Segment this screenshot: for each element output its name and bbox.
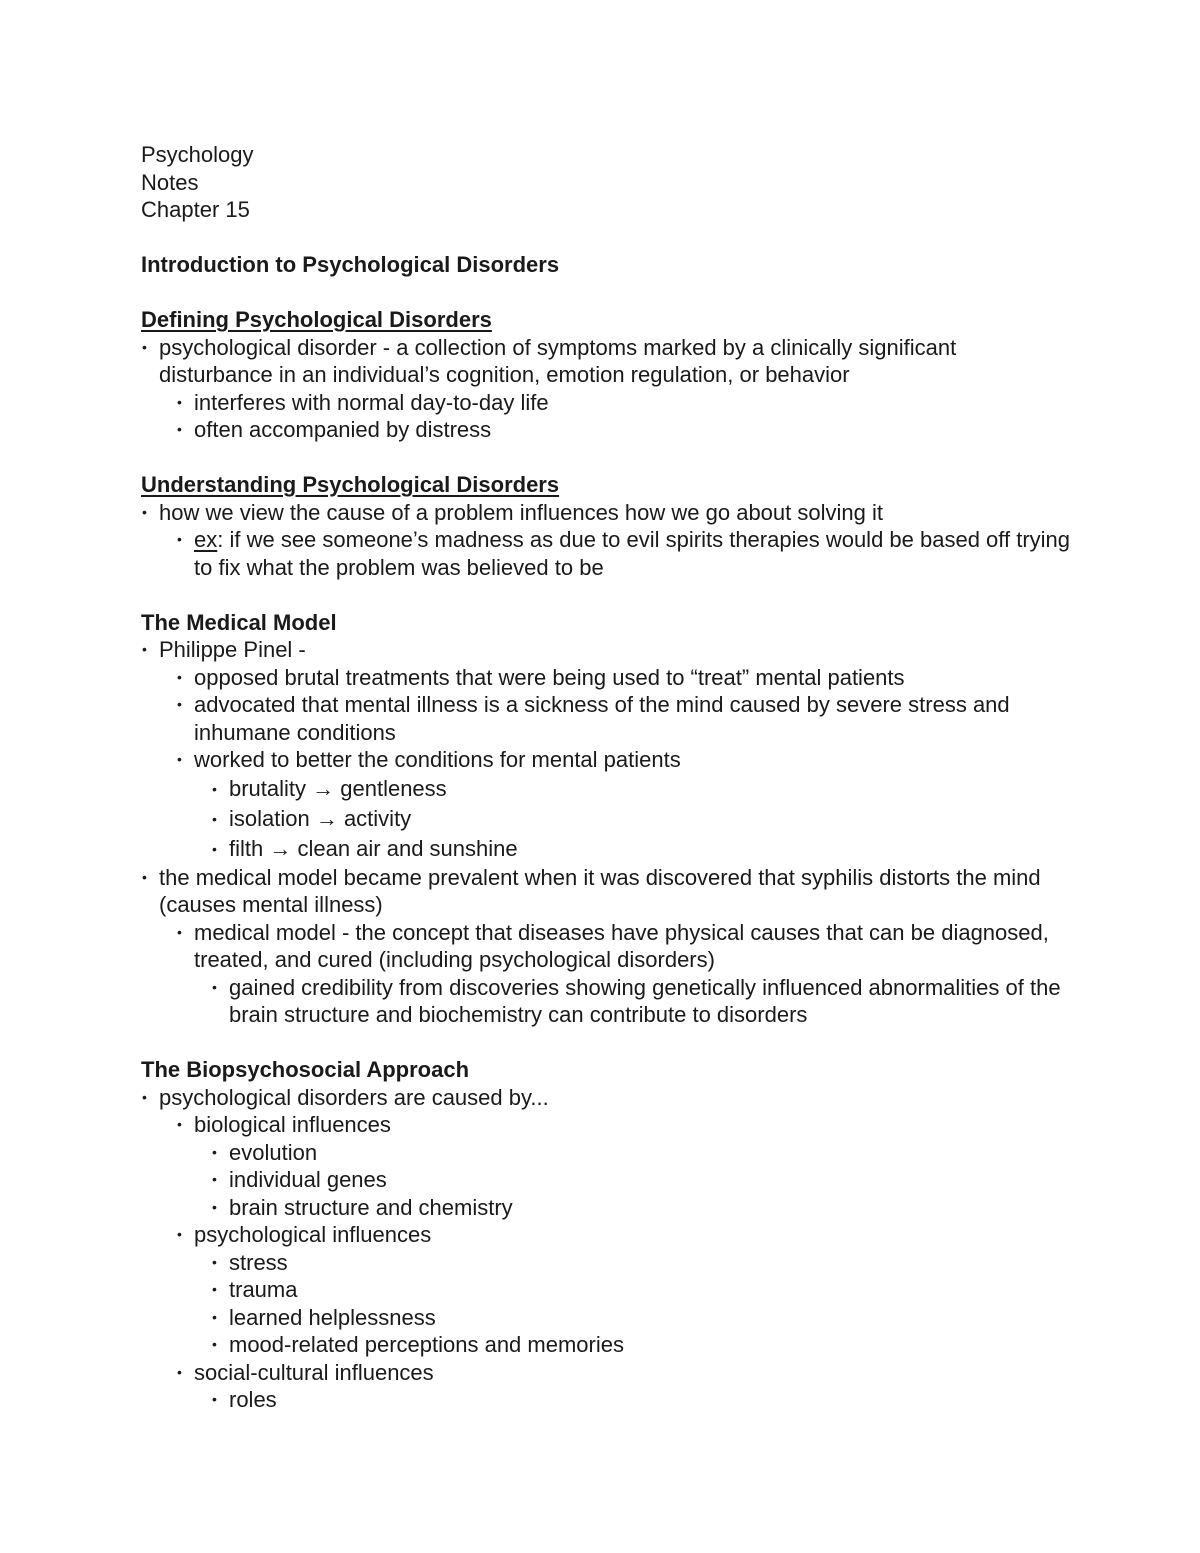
bullet-icon: • [212,1281,217,1297]
list-item: • psychological influences [177,1222,432,1247]
list-item: • mood-related perceptions and memories [212,1332,624,1357]
list-item: • often accompanied by distress [177,417,492,442]
list-item: • brutality → gentleness [141,774,1071,804]
bullet-icon: • [212,1171,217,1187]
bullet-icon: • [177,421,182,437]
bullet-icon: • [212,1308,217,1325]
bullet-icon: • [212,978,217,995]
bullet-icon: • [212,1391,217,1407]
list-item: • ex: if we see someone’s madness as due to evil spirits therapies would be based off trying to fix what the problem was believed to be [177,527,1071,580]
bullet-icon: • [142,503,147,520]
example-label: ex [194,527,218,552]
list-item: • advocated that mental illness is a sickness of the mind caused by severe stress and inhumane conditions [177,692,1010,745]
bullet-icon: • [212,810,217,827]
bullet-icon: • [212,1253,217,1270]
bullet-icon: • [177,668,182,685]
bullet-icon: • [177,1116,182,1132]
list-item: • interferes with normal day-to-day life [177,389,549,415]
document-page [141,141,1071,1414]
section-heading-understanding: Understanding Psychological Disorders [141,472,560,497]
section-heading-medical-model: The Medical Model [141,609,337,635]
bullet-icon: • [142,868,147,885]
bullet-icon: • [142,1088,147,1105]
list-item: • stress [212,1249,288,1275]
bullet-icon: • [177,1226,182,1242]
list-item: • biological influences [177,1112,391,1137]
section-heading-defining: Defining Psychological Disorders [141,307,492,332]
list-item: • learned helplessness [212,1304,436,1330]
list-item: • isolation → activity [141,804,1071,834]
chapter-line: Chapter 15 [141,197,250,222]
list-item: • social-cultural influences [177,1359,434,1385]
list-item: • roles [212,1387,277,1412]
list-item: • evolution [212,1139,318,1165]
section-heading-biopsychosocial: The Biopsychosocial Approach [141,1057,470,1082]
list-item: • filth → clean air and sunshine [141,834,1071,864]
bullet-icon: • [177,393,182,410]
bullet-icon: • [212,1336,217,1352]
list-item: • opposed brutal treatments that were being used to “treat” mental patients [177,664,905,690]
main-title: Introduction to Psychological Disorders [141,252,560,277]
bullet-icon: • [177,1363,182,1380]
bullet-icon: • [177,923,182,940]
bullet-icon: • [177,696,182,712]
list-item: • the medical model became prevalent when it was discovered that syphilis distorts the mind (causes mental illness) [142,864,1041,917]
list-item: • medical model - the concept that diseases have physical causes that can be diagnosed, treated, and cured (including psychological disorders) [177,919,1049,972]
bullet-icon: • [212,840,217,857]
bullet-icon: • [177,531,182,547]
list-item: • brain structure and chemistry [212,1194,513,1220]
bullet-icon: • [212,1143,217,1160]
bullet-icon: • [142,338,147,355]
notes-line: Notes [141,169,199,195]
list-item: • trauma [212,1277,298,1302]
list-item: • individual genes [212,1167,387,1192]
subject-line: Psychology [141,142,254,167]
bullet-icon: • [142,641,147,657]
list-item: • worked to better the conditions for mental patients [177,747,681,772]
list-item: • how we view the cause of a problem influences how we go about solving it [142,499,883,525]
bullet-icon: • [177,751,182,767]
list-item: • Philippe Pinel - [142,637,306,662]
list-item: • psychological disorders are caused by... [142,1084,549,1110]
list-item: • gained credibility from discoveries showing genetically influenced abnormalities of the brain structure and biochemistry can contribute to disorders [212,974,1061,1027]
bullet-icon: • [212,1198,217,1215]
bullet-icon: • [212,780,217,797]
list-item: • psychological disorder - a collection of symptoms marked by a clinically significant disturbance in an individual’s cognition, emotion regulation, or behavior [142,334,957,387]
